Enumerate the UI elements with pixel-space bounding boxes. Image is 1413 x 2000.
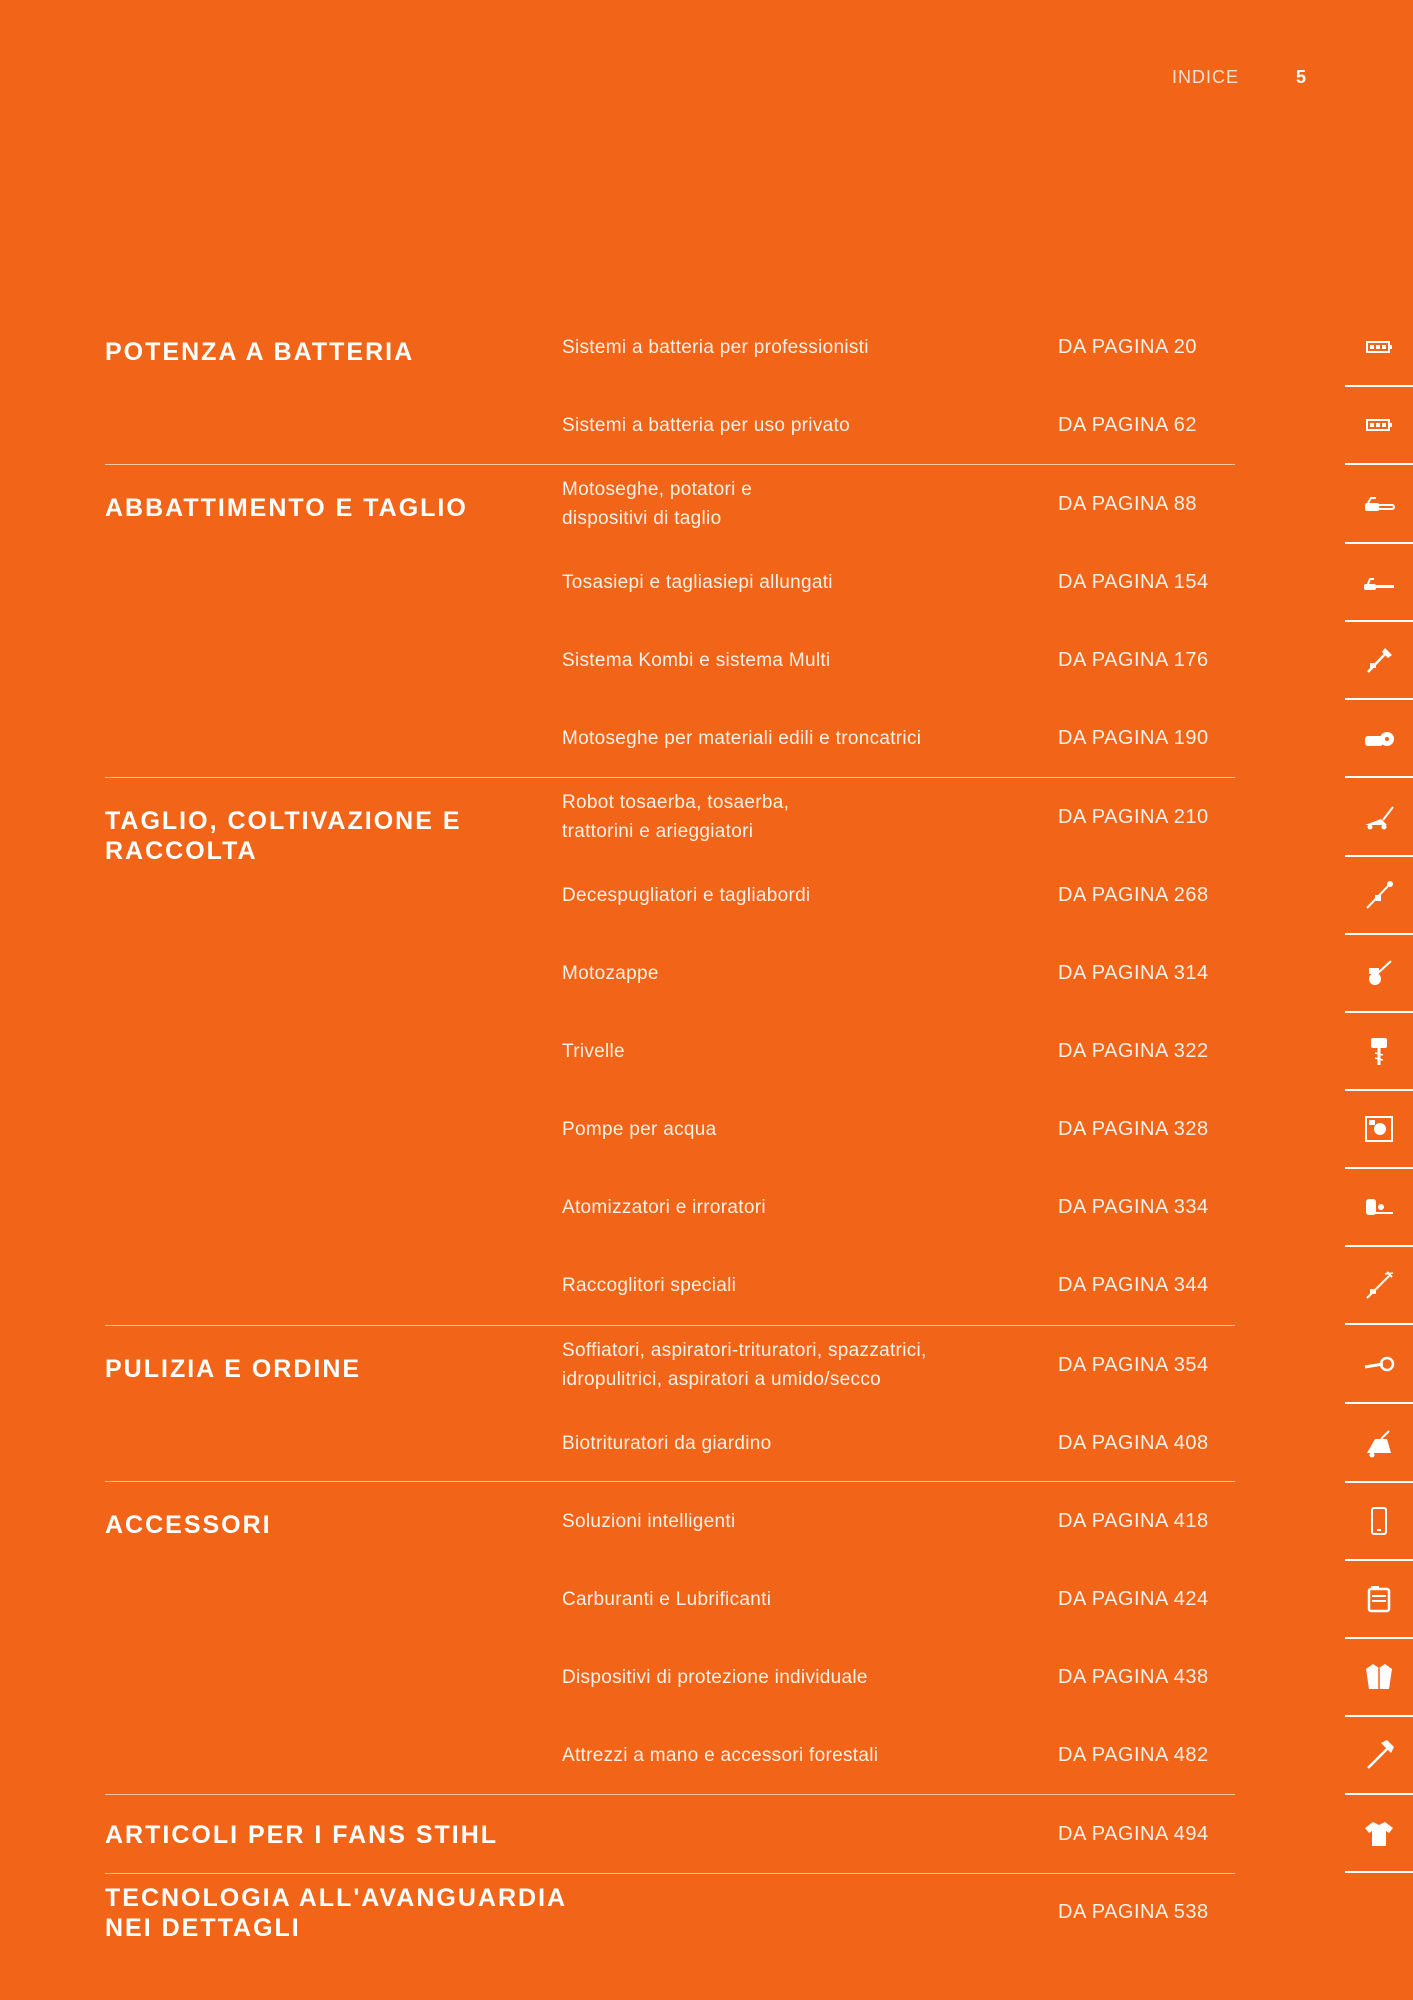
row-page-ref[interactable]: DA PAGINA 424: [1058, 1587, 1209, 1610]
row-page-ref[interactable]: DA PAGINA 322: [1058, 1039, 1209, 1062]
blower-icon[interactable]: [1345, 1326, 1413, 1404]
row-label: Sistemi a batteria per uso privato: [562, 414, 850, 436]
row-page-ref[interactable]: DA PAGINA 210: [1058, 805, 1209, 828]
index-row[interactable]: [0, 699, 1413, 777]
index-row[interactable]: [0, 1873, 1413, 1951]
row-label: [562, 1873, 1002, 1951]
icon-divider: [1345, 1323, 1413, 1325]
axe-icon[interactable]: [1345, 1716, 1413, 1794]
row-page-ref[interactable]: DA PAGINA 314: [1058, 961, 1209, 984]
index-row[interactable]: [0, 1560, 1413, 1638]
row-label: Decespugliatori e tagliabordi: [562, 884, 811, 906]
row-page-ref[interactable]: DA PAGINA 268: [1058, 883, 1209, 906]
row-page-ref[interactable]: DA PAGINA 176: [1058, 648, 1209, 671]
index-row[interactable]: [0, 1638, 1413, 1716]
row-label: Raccoglitori speciali: [562, 1274, 737, 1296]
row-label: Carburanti e Lubrificanti: [562, 1588, 772, 1610]
row-page-ref[interactable]: DA PAGINA 20: [1058, 335, 1198, 358]
index-row[interactable]: [0, 1326, 1413, 1404]
row-page-ref[interactable]: DA PAGINA 62: [1058, 413, 1198, 436]
index-row[interactable]: [0, 1716, 1413, 1794]
row-page-ref[interactable]: DA PAGINA 494: [1058, 1822, 1209, 1845]
protective-jacket-icon[interactable]: [1345, 1638, 1413, 1716]
cut-off-saw-icon[interactable]: [1345, 699, 1413, 777]
brushcutter-icon[interactable]: [1345, 856, 1413, 934]
t-shirt-icon[interactable]: [1345, 1795, 1413, 1873]
kombi-tool-icon[interactable]: [1345, 621, 1413, 699]
battery-icon[interactable]: [1345, 386, 1413, 464]
index-row[interactable]: [0, 1482, 1413, 1560]
section-title-felling: ABBATTIMENTO E TAGLIO: [105, 494, 468, 522]
row-page-ref[interactable]: DA PAGINA 418: [1058, 1509, 1209, 1532]
section-title-accessories: ACCESSORI: [105, 1511, 272, 1539]
index-row[interactable]: [0, 1795, 1413, 1873]
row-label: Sistemi a batteria per professionisti: [562, 336, 869, 358]
row-page-ref[interactable]: DA PAGINA 538: [1058, 1900, 1209, 1923]
row-label: Sistema Kombi e sistema Multi: [562, 649, 831, 671]
row-label: Tosasiepi e tagliasiepi allungati: [562, 571, 833, 593]
index-row[interactable]: [0, 465, 1413, 543]
index-row[interactable]: [0, 308, 1413, 386]
section-title-fans: ARTICOLI PER I FANS STIHL: [105, 1821, 499, 1849]
row-page-ref[interactable]: DA PAGINA 354: [1058, 1353, 1209, 1376]
battery-icon[interactable]: [1345, 308, 1413, 386]
index-row[interactable]: [0, 856, 1413, 934]
row-page-ref[interactable]: DA PAGINA 334: [1058, 1195, 1209, 1218]
row-page-ref[interactable]: DA PAGINA 344: [1058, 1273, 1209, 1296]
index-row[interactable]: [0, 778, 1413, 856]
index-row[interactable]: [0, 386, 1413, 464]
row-page-ref[interactable]: DA PAGINA 408: [1058, 1431, 1209, 1454]
section-title-cleaning: PULIZIA E ORDINE: [105, 1355, 362, 1383]
row-page-ref[interactable]: DA PAGINA 328: [1058, 1117, 1209, 1140]
hedge-trimmer-icon[interactable]: [1345, 543, 1413, 621]
index-row[interactable]: [0, 934, 1413, 1012]
row-label: Pompe per acqua: [562, 1118, 717, 1140]
tiller-icon[interactable]: [1345, 934, 1413, 1012]
section-title-cultivation: TAGLIO, COLTIVAZIONE E RACCOLTA: [105, 807, 462, 865]
row-label: Soffiatori, aspiratori-trituratori, spazzatrici, idropulitrici, aspiratori a umido/secco: [562, 1340, 927, 1390]
row-label: Robot tosaerba, tosaerba, trattorini e arieggiatori: [562, 792, 790, 842]
row-label: Soluzioni intelligenti: [562, 1510, 736, 1532]
section-title-technology: TECNOLOGIA ALL'AVANGUARDIA NEI DETTAGLI: [105, 1884, 567, 1942]
icon-divider: [1345, 1871, 1413, 1873]
fuel-canister-icon[interactable]: [1345, 1560, 1413, 1638]
section-title-battery: POTENZA A BATTERIA: [105, 338, 415, 366]
row-page-ref[interactable]: DA PAGINA 190: [1058, 726, 1209, 749]
index-row[interactable]: [0, 1168, 1413, 1246]
header-label: INDICE: [1172, 67, 1240, 87]
index-row[interactable]: [0, 1090, 1413, 1168]
water-pump-icon[interactable]: [1345, 1090, 1413, 1168]
row-label: Motozappe: [562, 962, 659, 984]
index-row[interactable]: [0, 1404, 1413, 1482]
shredder-icon[interactable]: [1345, 1404, 1413, 1482]
auger-icon[interactable]: [1345, 1012, 1413, 1090]
row-label: Attrezzi a mano e accessori forestali: [562, 1744, 879, 1766]
index-row[interactable]: [0, 621, 1413, 699]
page-number: 5: [1296, 67, 1307, 87]
index-row[interactable]: [0, 1012, 1413, 1090]
row-page-ref[interactable]: DA PAGINA 154: [1058, 570, 1209, 593]
sprayer-icon[interactable]: [1345, 1168, 1413, 1246]
row-page-ref[interactable]: DA PAGINA 88: [1058, 492, 1198, 515]
index-row[interactable]: [0, 543, 1413, 621]
row-label: [562, 1795, 1002, 1873]
row-page-ref[interactable]: DA PAGINA 482: [1058, 1743, 1209, 1766]
row-label: Motoseghe per materiali edili e troncatrici: [562, 727, 922, 749]
index-row[interactable]: [0, 1246, 1413, 1324]
row-label: Dispositivi di protezione individuale: [562, 1666, 868, 1688]
row-page-ref[interactable]: DA PAGINA 438: [1058, 1665, 1209, 1688]
smartphone-icon[interactable]: [1345, 1482, 1413, 1560]
chainsaw-icon[interactable]: [1345, 465, 1413, 543]
row-label: Motoseghe, potatori e dispositivi di taglio: [562, 479, 753, 529]
row-label: Trivelle: [562, 1040, 625, 1062]
row-label: Atomizzatori e irroratori: [562, 1196, 766, 1218]
harvester-icon[interactable]: [1345, 1246, 1413, 1324]
row-label: Biotrituratori da giardino: [562, 1432, 772, 1454]
lawn-mower-icon[interactable]: [1345, 778, 1413, 856]
